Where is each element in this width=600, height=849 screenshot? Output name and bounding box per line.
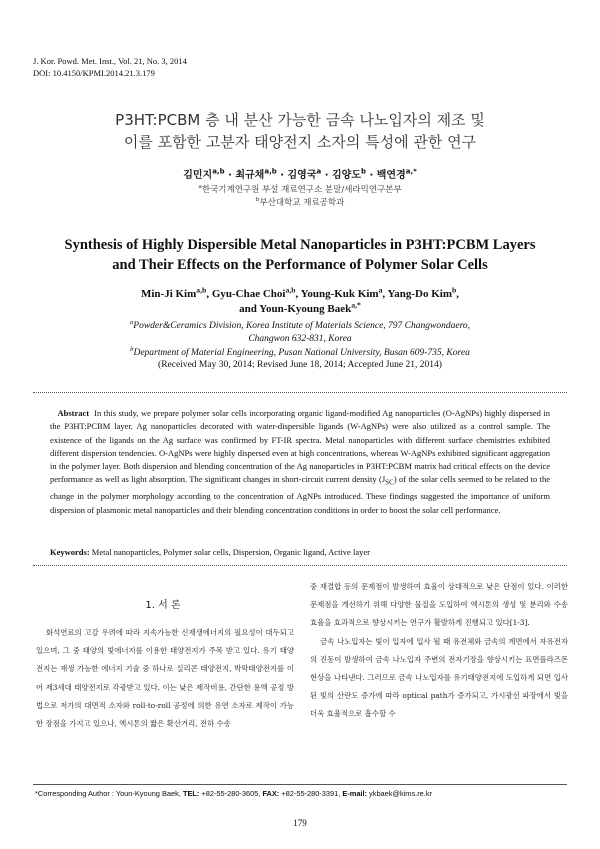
journal-doi: DOI: 10.4150/KPMI.2014.21.3.179: [33, 68, 155, 78]
corresponding-author-footnote: *Corresponding Author : Youn-Kyoung Baek, TEL: +82-55-280-3605, FAX: +82-55-280-3391, E-mail: ykbaek@kims.re.kr: [35, 789, 432, 798]
divider: [33, 392, 567, 393]
divider: [33, 565, 567, 566]
korean-authors: 김민지$^{a,b}$ · 최규채$^{a,b}$ · 김영국$^a$ · 김양도$^b$ · 백연경$^{a,*}$: [183, 167, 417, 181]
english-author: Min-Ji Kim$^{a,b}$: [140, 285, 207, 300]
english-affiliation-a-line-1: $^a$Powder&Ceramics Division, Korea Institute of Materials Science, 797 Changwondaero,: [129, 318, 471, 331]
english-author: Yang-Do Kim$^b$: [387, 285, 457, 300]
english-title-line-1: Synthesis of Highly Dispersible Metal Nanoparticles in P3HT:PCBM Layers: [64, 237, 536, 253]
abstract-label: Abstract: [57, 408, 90, 418]
abstract: Abstract In this study, we prepare polymer solar cells incorporating organic ligand-modified Ag nanoparticles (O-AgNPs) highly dispersed in the P3HT:PCBM layer. Ag nanoparticles decorated with water-dispersible ligands (W-AgNPs) were also utilized as a control sample. The existence of the ligands on the Ag surface was confirmed by FT-IR spectra. Metal nanoparticles with different surface chemistries exhibited different dispersion tendencies. O-AgNPs were highly dispersed even at high concentrations, whereas W-AgNPs exhibited significant aggregation in the polymer layer. Both dispersion and blending concentration of the Ag nanoparticles in P3HT:PCBM matrix had critical effects on the device performance as well as light absorption. The significant changes in short-circuit current density $(J_{SC})$ of the solar cells seemed to be related to the change in the polymer morphology according to the concentration of AgNPs introduced. These findings suggested the importance of uniform dispersion of plasmonic metal nanoparticles and their blending concentration conditions in order to boost the solar cell performance.: [50, 408, 551, 515]
korean-author: 김민지$^{a,b}$: [183, 167, 225, 181]
korean-author: 백연경$^{a,*}$: [376, 167, 417, 181]
body-paragraph: 중 재결합 등의 문제점이 발생하여 효율이 상대적으로 낮은 단점이 있다. 이러한 문제점을 개선하기 위해 다양한 물질을 도입하여 엑시톤의 생성 및 분리와 수송 효율을 효과적으로 향상시키는 연구가 활발하게 진행되고 있다[1-3].: [310, 582, 568, 628]
korean-author: 김양도$^b$: [332, 167, 366, 181]
section-title: 1. 서 론: [145, 600, 181, 611]
journal-citation: J. Kor. Powd. Met. Inst., Vol. 21, No. 3, 2014: [33, 56, 187, 66]
english-authors-line-1: Min-Ji Kim$^{a,b}$, Gyu-Chae Choi$^{a,b}$, Young-Kuk Kim$^a$, Yang-Do Kim$^b$,: [140, 285, 460, 300]
footnote-divider: [33, 784, 567, 785]
english-affiliation-b: $^b$Department of Material Engineering, Pusan National University, Busan 609-735, Korea: [130, 345, 470, 358]
english-author: Young-Kuk Kim$^a$: [300, 285, 383, 300]
journal-header: [33, 55, 187, 79]
received-dates: (Received May 30, 2014; Revised June 18, 2014; Accepted June 21, 2014): [158, 360, 442, 370]
english-authors-line-2: and Youn-Kyoung Baek$^{a,*}$: [239, 300, 361, 315]
korean-author: 최규채$^{a,b}$: [235, 167, 277, 181]
english-author: Youn-Kyoung Baek$^{a,*}$: [259, 300, 361, 315]
korean-title-line-1: P3HT:PCBM 층 내 분산 가능한 금속 나노입자의 제조 및: [115, 111, 485, 129]
english-author: Gyu-Chae Choi$^{a,b}$: [211, 285, 296, 300]
korean-author: 김영국$^a$: [287, 167, 322, 181]
keywords: [50, 547, 370, 557]
abstract-text: In this study, we prepare polymer solar cells incorporating organic ligand-modified Ag nanoparticles (O-AgNPs) highly dispersed in the P3HT:PCBM layer. Ag nanoparticles decorated with water-dispersible ligands (W-AgNPs) were also utilized as a control sample. The existence of the ligands on the Ag surface was confirmed by FT-IR spectra. Metal nanoparticles with different surface chemistries exhibited different dispersion tendencies. O-AgNPs were highly dispersed even at high concentrations, whereas W-AgNPs exhibited significant aggregation in the polymer layer. Both dispersion and blending concentration of the Ag nanoparticles in P3HT:PCBM matrix had critical effects on the device performance as well as light absorption. The significant changes in short-circuit current density (J: [50, 408, 551, 485]
korean-affiliation-b: $^b$부산대학교 재료공학과: [255, 196, 345, 208]
english-title-line-2: and Their Effects on the Performance of Polymer Solar Cells: [112, 257, 488, 273]
english-affiliation-a-line-2: Changwon 632-831, Korea: [248, 334, 352, 344]
keywords-text: Metal nanoparticles, Polymer solar cells, Dispersion, Organic ligand, Active layer: [91, 547, 370, 557]
body-paragraph: 화석연료의 고갈 우려에 따라 지속가능한 신재생에너지의 필요성이 대두되고 있으며, 그 중 태양의 빛에너지를 이용한 태양전지가 주목 받고 있다. 유기 태양전지는 재생 가능한 에너지 기술 중 하나로 실리콘 태양전지, 박막태양전지를 이어 제3세대 태양전지로 각광받고 있다. 이는 낮은 제작비용, 간단한 용액 공정 방법으로 저가의 대면적 소자와 roll-to-roll 공정에 의한 유연 소자로 제작이 가능한 장점을 가지고 있으나, 엑시톤의 짧은 확산거리, 전하 수송: [36, 628, 294, 729]
korean-affiliation-a: $^a$한국기계연구원 부설 재료연구소 분말/세라믹연구본부: [198, 183, 402, 195]
body-paragraph: 금속 나노입자는 빛이 입자에 입사 될 때 유전체와 금속의 계면에서 자유전자의 진동이 발생하여 금속 나노입자 주변의 전자기장을 향상시키는 표면플라즈몬 현상을 나타낸다. 그러므로 금속 나노입자를 유기태양전지에 도입하게 되면 입사된 빛의 산란도 증가에 따라 optical path가 증가되고, 가시광선 파장에서 빛을 더욱 효율적으로 흡수할 수: [310, 636, 568, 719]
body-column-right: [310, 578, 568, 724]
body-column-left: [36, 624, 294, 733]
abstract-text-continued: ) of the solar cells seemed to be related to the change in the polymer morphology according to the concentration of AgNPs introduced. These findings suggested the importance of uniform dispersion of plasmonic metal nanoparticles and their blending concentration conditions in order to boost the solar cell performance.: [50, 474, 550, 515]
korean-title-line-2: 이를 포함한 고분자 태양전지 소자의 특성에 관한 연구: [123, 133, 477, 151]
keywords-label: Keywords:: [50, 547, 90, 557]
page-number: 179: [293, 818, 307, 828]
